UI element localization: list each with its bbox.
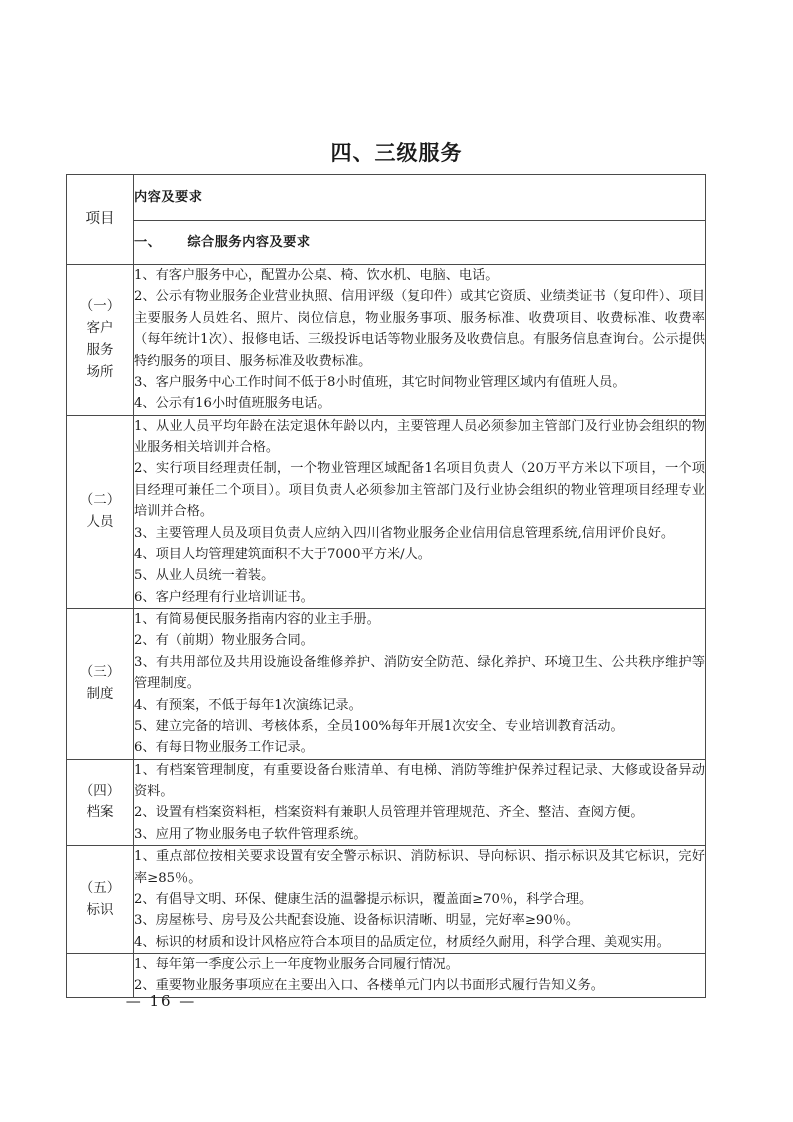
requirement-item: 1、重点部位按相关要求设置有安全警示标识、消防标识、导向标识、指示标识及其它标识，完好率≥85％。 (134, 849, 705, 886)
requirement-item: 1、有档案管理制度，有重要设备台账清单、有电梯、消防等维护保养过程记录、大修或设备异动资料。 (134, 762, 705, 799)
requirement-item: 6、客户经理有行业培训证书。 (134, 589, 314, 605)
row-content (134, 265, 706, 416)
section-heading-marker: 一、 (134, 234, 162, 250)
requirement-item: 3、应用了物业服务电子软件管理系统。 (134, 826, 367, 842)
requirement-item: 2、有倡导文明、环保、健康生活的温馨提示标识，覆盖面≥70％，科学合理。 (134, 891, 593, 907)
requirement-item: 1、有简易便民服务指南内容的业主手册。 (134, 612, 380, 627)
requirement-item: 6、有每日物业服务工作记录。 (134, 740, 314, 756)
requirement-item: 5、从业人员统一着装。 (134, 568, 275, 584)
requirement-item: 2、有（前期）物业服务合同。 (134, 633, 314, 649)
header-content-column: 内容及要求 (134, 175, 706, 221)
table-body (67, 175, 706, 998)
row-label-line: （一） (79, 298, 121, 315)
row-content (134, 954, 706, 998)
table-row (67, 415, 706, 608)
requirement-item: 5、建立完备的培训、考核体系，全员100%每年开展1次安全、专业培训教育活动。 (134, 718, 624, 734)
requirement-item: 3、房屋栋号、房号及公共配套设施、设备标识清晰、明显，完好率≥90％。 (134, 913, 580, 929)
page-title: 四、三级服务 (330, 140, 463, 165)
requirement-item: 1、每年第一季度公示上一年度物业服务合同履行情况。 (134, 957, 459, 972)
requirement-item: 4、公示有16小时值班服务电话。 (134, 396, 331, 412)
row-label-line: 制度 (86, 685, 114, 702)
row-label (67, 609, 134, 760)
table-row (67, 846, 706, 954)
requirement-item: 4、标识的材质和设计风格应符合本项目的品质定位，材质经久耐用，科学合理、美观实用。 (134, 934, 670, 950)
table-row (67, 954, 706, 998)
requirement-item: 1、有客户服务中心，配置办公桌、椅、饮水机、电脑、电话。 (134, 268, 499, 283)
row-label-empty (67, 954, 134, 998)
row-label-line: 人员 (86, 513, 114, 530)
section-heading-text: 综合服务内容及要求 (187, 234, 311, 250)
section-heading-cell (134, 221, 706, 265)
requirement-item: 4、项目人均管理建筑面积不大于7000平方米/人。 (134, 546, 431, 562)
row-label-line: （五） (79, 879, 121, 896)
requirement-item: 3、主要管理人员及项目负责人应纳入四川省物业服务企业信用信息管理系统,信用评价良好。 (134, 525, 675, 541)
requirement-item: 2、重要物业服务事项应在主要出入口、各楼单元门内以书面形式履行告知义务。 (134, 978, 604, 994)
row-label-line: （四） (79, 782, 121, 799)
table-section-heading-row (67, 221, 706, 265)
row-label (67, 759, 134, 846)
row-label (67, 265, 134, 416)
row-content (134, 846, 706, 954)
requirement-item: 2、公示有物业服务企业营业执照、信用评级（复印件）或其它资质、业绩类证书（复印件）、项目主要服务人员姓名、照片、岗位信息，物业服务事项、服务标准、收费项目、收费标准、收费率（每年统计1次）、报修电话、三级投诉电话等物业服务及收费信息。有服务信息查询台。公示提供特约服务的项目、服务标准及收费标准。 (134, 289, 705, 369)
row-label-line: 客户 (86, 319, 114, 336)
table-row (67, 609, 706, 760)
table-header-row (67, 175, 706, 221)
row-content (134, 609, 706, 760)
row-label (67, 846, 134, 954)
requirement-item: 3、客户服务中心工作时间不低于8小时值班，其它时间物业管理区域内有值班人员。 (134, 374, 626, 390)
row-label-line: 标识 (86, 901, 114, 918)
row-label-line: （三） (79, 663, 121, 680)
row-content (134, 759, 706, 846)
page-number: — 16 — (125, 992, 197, 1010)
row-label-line: （二） (79, 491, 121, 508)
row-content (134, 415, 706, 608)
table-row (67, 759, 706, 846)
requirement-item: 1、从业人员平均年龄在法定退休年龄以内，主要管理人员必须参加主管部门及行业协会组织的物业服务相关培训并合格。 (134, 418, 705, 455)
row-label-line: 服务 (86, 341, 114, 358)
requirement-item: 2、实行项目经理责任制，一个物业管理区域配备1名项目负责人（20万平方米以下项目，一个项目经理可兼任二个项目）。项目负责人必须参加主管部门及行业协会组织的物业管理项目经理专业培训并合格。 (134, 461, 705, 520)
header-label-column: 项目 (67, 175, 134, 265)
row-label-line: 场所 (86, 363, 114, 380)
service-requirements-table (66, 174, 706, 998)
requirement-item: 3、有共用部位及共用设施设备维修养护、消防安全防范、绿化养护、环境卫生、公共秩序维护等管理制度。 (134, 654, 705, 692)
requirement-item: 2、设置有档案资料柜，档案资料有兼职人员管理并管理规范、齐全、整洁、查阅方便。 (134, 805, 644, 821)
row-label (67, 415, 134, 608)
table-row (67, 265, 706, 416)
requirement-item: 4、有预案，不低于每年1次演练记录。 (134, 697, 362, 713)
row-label-line: 档案 (86, 804, 114, 821)
